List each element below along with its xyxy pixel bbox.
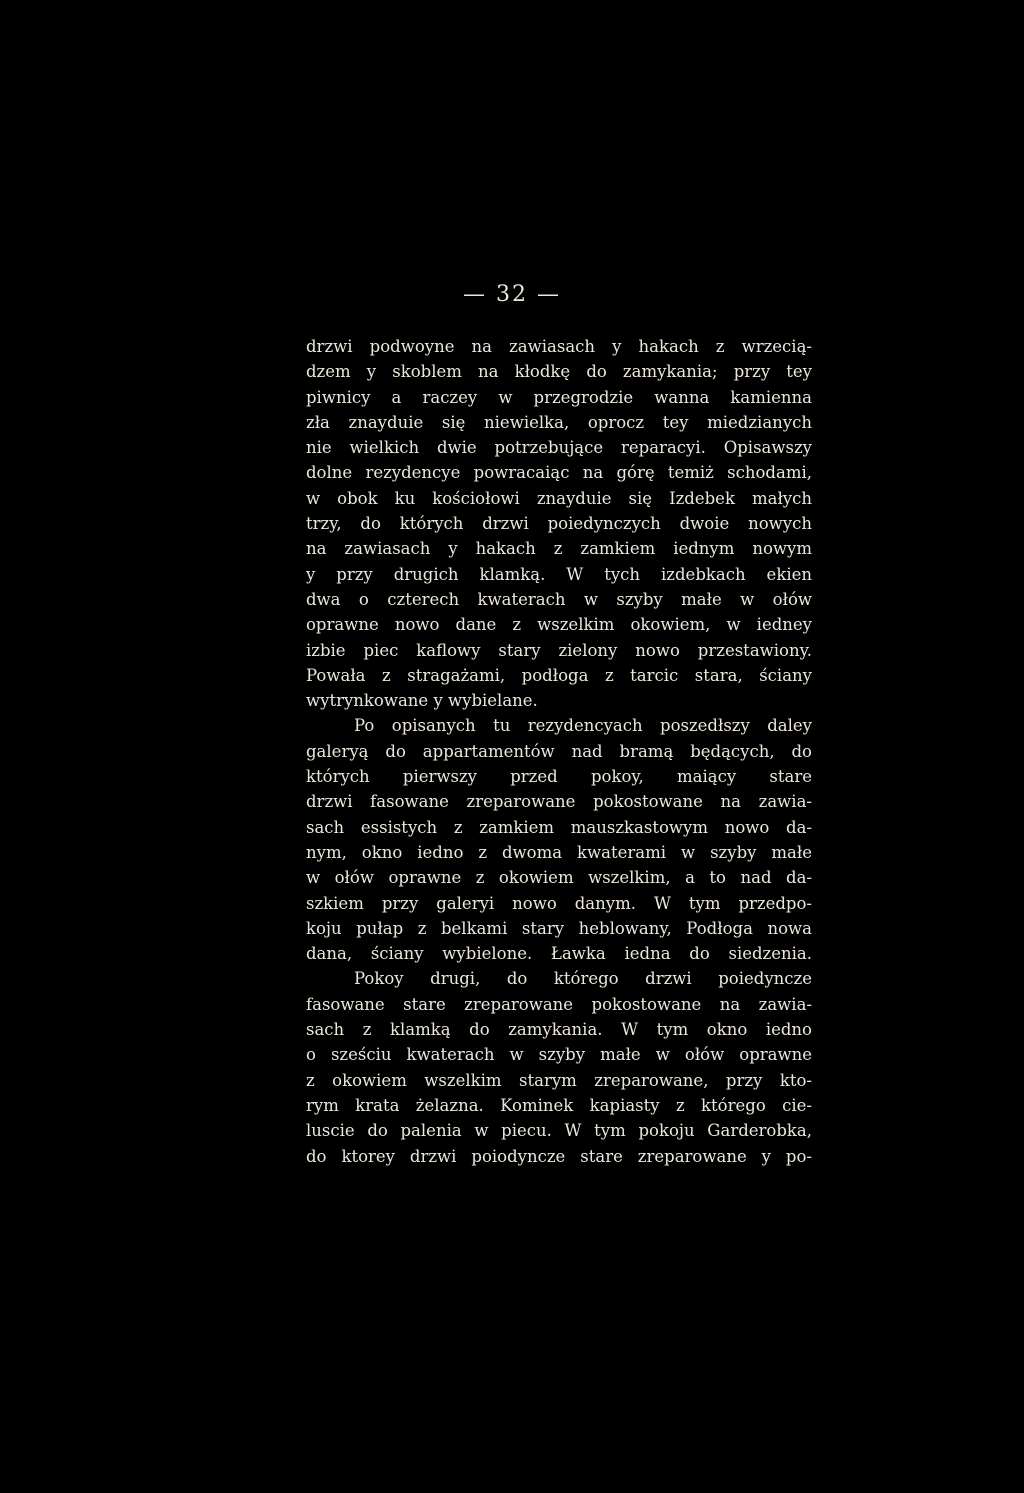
text-line: piwnicy a raczey w przegrodzie wanna kamienna xyxy=(306,387,812,407)
text-line: o sześciu kwaterach w szyby małe w ołów oprawne xyxy=(306,1045,812,1065)
text-line: w obok ku kościołowi znayduie się Izdebek małych xyxy=(306,488,812,508)
text-line: dzem y skoblem na kłodkę do zamykania; przy tey xyxy=(306,362,812,382)
text-line: na zawiasach y hakach z zamkiem iednym nowym xyxy=(306,539,812,559)
text-line: Powała z stragażami, podłoga z tarcic stara, ściany xyxy=(306,665,812,685)
text-line: Po opisanych tu rezydencyach poszedłszy daley xyxy=(354,716,812,736)
text-line: dolne rezydencye powracaiąc na górę temiż schodami, xyxy=(306,463,812,483)
text-line: drzwi podwoyne na zawiasach y hakach z wrzecią- xyxy=(306,337,812,356)
text-line: nym, okno iedno z dwoma kwaterami w szyby małe xyxy=(306,842,812,862)
text-line: y przy drugich klamką. W tych izdebkach ekien xyxy=(306,564,812,584)
text-line: sach essistych z zamkiem mauszkastowym nowo da- xyxy=(306,817,812,837)
text-line: sach z klamką do zamykania. W tym okno iedno xyxy=(306,1020,812,1040)
text-line: których pierwszy przed pokoy, maiący stare xyxy=(306,767,812,787)
text-line: galeryą do appartamentów nad bramą będących, do xyxy=(306,741,812,761)
text-line: drzwi fasowane zreparowane pokostowane na zawia- xyxy=(306,792,812,812)
text-line: koju pułap z belkami stary heblowany, Podłoga nowa xyxy=(306,918,812,938)
text-line: zła znayduie się niewielka, oprocz tey miedzianych xyxy=(306,412,812,432)
text-line: dwa o czterech kwaterach w szyby małe w ołów xyxy=(306,589,812,609)
page-number: — 32 — xyxy=(463,282,561,307)
text-line: do ktorey drzwi poiodyncze stare zreparowane y po- xyxy=(306,1146,812,1166)
text-line: luscie do palenia w piecu. W tym pokoju Garderobka, xyxy=(306,1121,812,1141)
text-line: fasowane stare zreparowane pokostowane na zawia- xyxy=(306,994,812,1014)
text-line: izbie piec kaflowy stary zielony nowo przestawiony. xyxy=(306,640,812,660)
text-line: wytrynkowane y wybielane. xyxy=(306,691,538,711)
text-line: oprawne nowo dane z wszelkim okowiem, w iedney xyxy=(306,615,812,635)
text-line: dana, ściany wybielone. Ławka iedna do siedzenia. xyxy=(306,944,812,964)
text-line: w ołów oprawne z okowiem wszelkim, a to nad da- xyxy=(306,868,812,888)
body-text xyxy=(306,334,812,1169)
text-line: z okowiem wszelkim starym zreparowane, przy kto- xyxy=(306,1070,812,1090)
text-line: szkiem przy galeryi nowo danym. W tym przedpo- xyxy=(306,893,812,913)
text-line: trzy, do których drzwi poiedynczych dwoie nowych xyxy=(306,514,812,534)
text-line: Pokoy drugi, do którego drzwi poiedyncze xyxy=(354,969,812,989)
text-line: rym krata żelazna. Kominek kapiasty z którego cie- xyxy=(306,1095,812,1115)
text-line: nie wielkich dwie potrzebujące reparacyi. Opisawszy xyxy=(306,438,812,458)
